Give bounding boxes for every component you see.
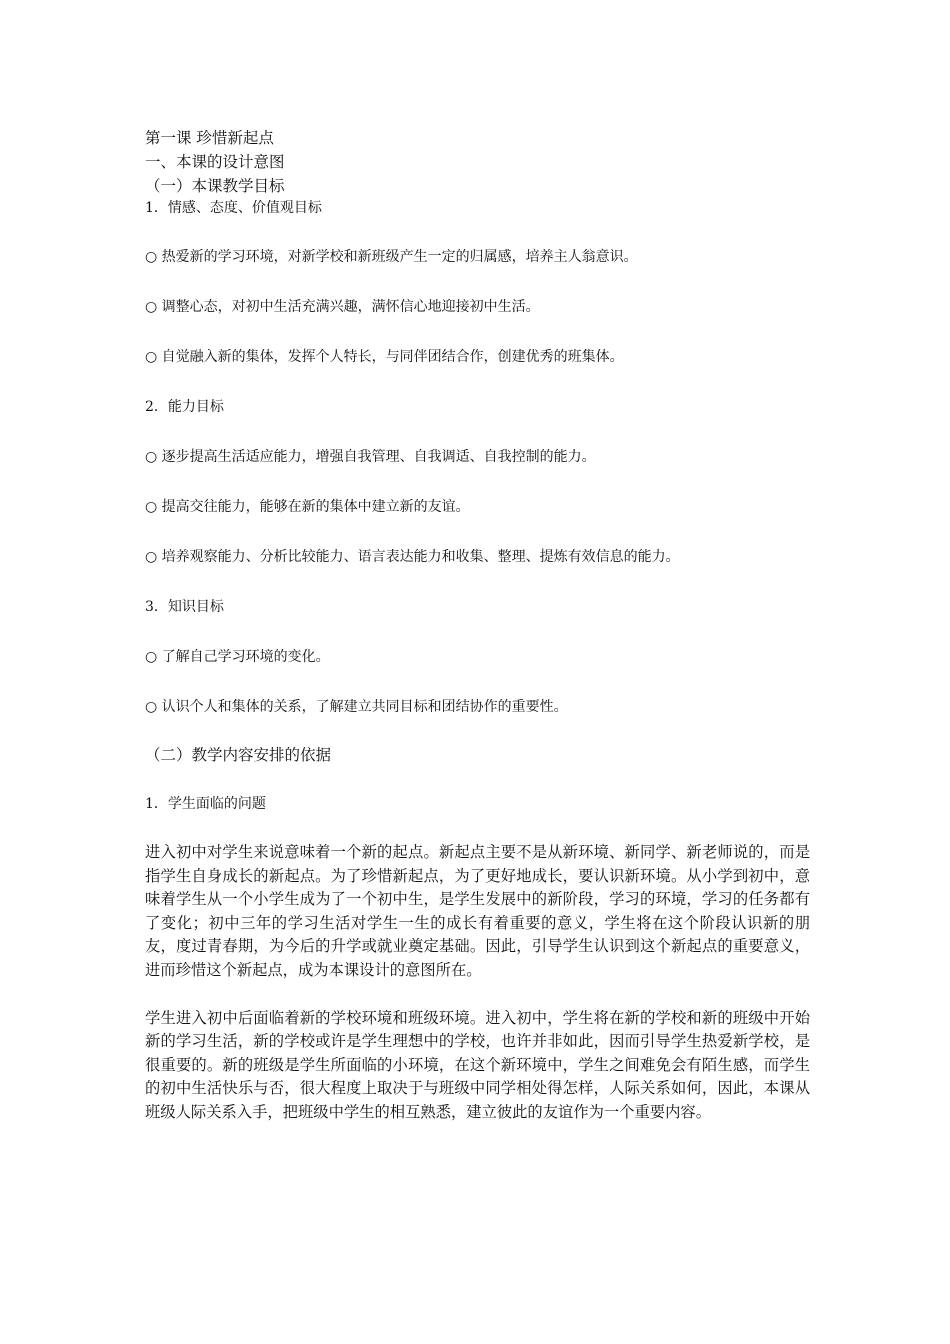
- list-item: ○ 自觉融入新的集体，发挥个人特长，与同伴团结合作，创建优秀的班集体。: [145, 349, 624, 365]
- list-item: ○ 调整心态，对初中生活充满兴趣，满怀信心地迎接初中生活。: [145, 299, 540, 315]
- list-item: ○ 了解自己学习环境的变化。: [145, 649, 330, 665]
- goal-heading: 1．情感、态度、价值观目标: [145, 200, 322, 216]
- goal-heading: 2．能力目标: [145, 399, 224, 415]
- list-item: ○ 逐步提高生活适应能力，增强自我管理、自我调适、自我控制的能力。: [145, 449, 596, 465]
- section-heading: 一、本课的设计意图: [145, 153, 285, 171]
- body-paragraph: 进入初中对学生来说意味着一个新的起点。新起点主要不是从新环境、新同学、新老师说的，而是指学生自身成长的新起点。为了珍惜新起点，为了更好地成长，要认识新环境。从小学到初中，意味着学生从一个小学生成为了一个初中生，是学生发展中的新阶段，学习的环境，学习的任务都有了变化；初中三年的学习生活对学生一生的成长有着重要的意义，学生将在这个阶段认识新的朋友，度过青春期，为今后的升学或就业奠定基础。因此，引导学生认识到这个新起点的重要意义，进而珍惜这个新起点，成为本课设计的意图所在。: [145, 843, 810, 979]
- list-item: ○ 培养观察能力、分析比较能力、语言表达能力和收集、整理、提炼有效信息的能力。: [145, 549, 680, 565]
- list-item: ○ 认识个人和集体的关系，了解建立共同目标和团结协作的重要性。: [145, 699, 568, 715]
- basis-heading: 1．学生面临的问题: [145, 796, 266, 812]
- subsection-heading: （一）本课教学目标: [145, 177, 285, 195]
- body-paragraph: 学生进入初中后面临着新的学校环境和班级环境。进入初中，学生将在新的学校和新的班级中开始新的学习生活，新的学校或许是学生理想中的学校，也许并非如此，因而引导学生热爱新学校，是很重要的。新的班级是学生所面临的小环境，在这个新环境中，学生之间难免会有陌生感，而学生的初中生活快乐与否，很大程度上取决于与班级中同学相处得怎样，人际关系如何，因此，本课从班级人际关系入手，把班级中学生的相互熟悉，建立彼此的友谊作为一个重要内容。: [145, 1008, 810, 1121]
- goal-heading: 3．知识目标: [145, 599, 224, 615]
- list-item: ○ 提高交往能力，能够在新的集体中建立新的友谊。: [145, 499, 470, 515]
- list-item: ○ 热爱新的学习环境，对新学校和新班级产生一定的归属感，培养主人翁意识。: [145, 249, 638, 265]
- document-body: [145, 126, 810, 1125]
- lesson-title: 第一课 珍惜新起点: [145, 129, 274, 147]
- subsection-heading: （二）教学内容安排的依据: [145, 746, 332, 764]
